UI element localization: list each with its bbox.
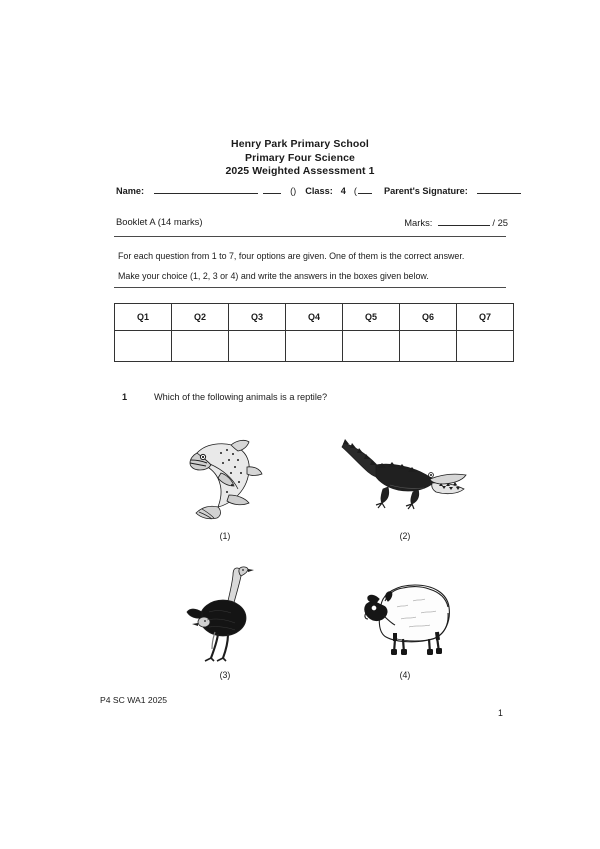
instruction-line-1: For each question from 1 to 7, four options are given. One of them is the correct answer. bbox=[118, 251, 465, 261]
class-label: Class: bbox=[305, 186, 333, 196]
instruction-line-2: Make your choice (1, 2, 3 or 4) and write the answers in the boxes given below. bbox=[118, 271, 429, 281]
answer-grid-header-q4: Q4 bbox=[286, 304, 343, 331]
question-options-grid bbox=[150, 424, 480, 680]
answer-grid-header-q1: Q1 bbox=[115, 304, 172, 331]
options-row-top bbox=[150, 424, 480, 541]
answer-grid-header-q2: Q2 bbox=[172, 304, 229, 331]
option-1-label: (1) bbox=[219, 531, 231, 541]
answer-cell-q5[interactable] bbox=[343, 331, 400, 362]
parent-signature-blank[interactable] bbox=[477, 184, 521, 194]
answer-grid-header-q3: Q3 bbox=[229, 304, 286, 331]
name-label: Name: bbox=[116, 186, 145, 196]
student-info-row bbox=[116, 184, 508, 200]
marks-input-blank[interactable] bbox=[438, 216, 490, 226]
divider-top bbox=[114, 236, 506, 237]
class-level-value: 4 bbox=[340, 186, 346, 196]
crocodile-icon bbox=[330, 424, 480, 529]
options-row-bottom bbox=[150, 563, 480, 680]
exam-header bbox=[0, 138, 600, 179]
question-number: 1 bbox=[122, 392, 128, 402]
school-name: Henry Park Primary School bbox=[231, 138, 369, 150]
marks-total: / 25 bbox=[492, 217, 508, 228]
index-paren-open: ( bbox=[290, 186, 294, 196]
answer-cell-q3[interactable] bbox=[229, 331, 286, 362]
option-1[interactable] bbox=[150, 424, 300, 541]
level-subject: Primary Four Science bbox=[245, 151, 355, 164]
answer-grid bbox=[114, 303, 514, 362]
ostrich-icon bbox=[150, 563, 300, 668]
fish-trout-icon bbox=[150, 424, 300, 529]
option-3-label: (3) bbox=[219, 670, 231, 680]
answer-cell-q6[interactable] bbox=[400, 331, 457, 362]
footer-paper-code: P4 SC WA1 2025 bbox=[100, 695, 168, 705]
name-index-blank[interactable] bbox=[263, 184, 281, 194]
sheep-icon bbox=[330, 563, 480, 668]
divider-bottom bbox=[114, 287, 506, 288]
class-input-blank[interactable] bbox=[358, 184, 372, 194]
question-text: Which of the following animals is a reptile? bbox=[154, 392, 328, 402]
option-3[interactable] bbox=[150, 563, 300, 680]
assessment-title: 2025 Weighted Assessment 1 bbox=[225, 165, 375, 177]
booklet-marks-row bbox=[116, 216, 508, 232]
answer-grid-header-q6: Q6 bbox=[400, 304, 457, 331]
answer-cell-q1[interactable] bbox=[115, 331, 172, 362]
question-1 bbox=[122, 392, 502, 402]
answer-grid-header-q7: Q7 bbox=[457, 304, 514, 331]
index-paren-close: ) bbox=[293, 186, 297, 196]
answer-grid-header-q5: Q5 bbox=[343, 304, 400, 331]
option-4[interactable] bbox=[330, 563, 480, 680]
name-input-blank[interactable] bbox=[154, 184, 258, 194]
parent-signature-label: Parent's Signature: bbox=[383, 186, 468, 196]
option-2[interactable] bbox=[330, 424, 480, 541]
answer-grid-header-row bbox=[115, 304, 514, 331]
answer-cell-q4[interactable] bbox=[286, 331, 343, 362]
marks-group bbox=[404, 216, 508, 228]
answer-grid-answer-row bbox=[115, 331, 514, 362]
footer-page-number: 1 bbox=[498, 708, 503, 718]
class-paren-open: ( bbox=[353, 186, 357, 196]
booklet-title: Booklet A (14 marks) bbox=[116, 216, 203, 227]
answer-cell-q7[interactable] bbox=[457, 331, 514, 362]
option-2-label: (2) bbox=[399, 531, 411, 541]
option-4-label: (4) bbox=[399, 670, 411, 680]
instructions-block bbox=[118, 246, 510, 286]
answer-cell-q2[interactable] bbox=[172, 331, 229, 362]
marks-label: Marks: bbox=[404, 217, 433, 228]
